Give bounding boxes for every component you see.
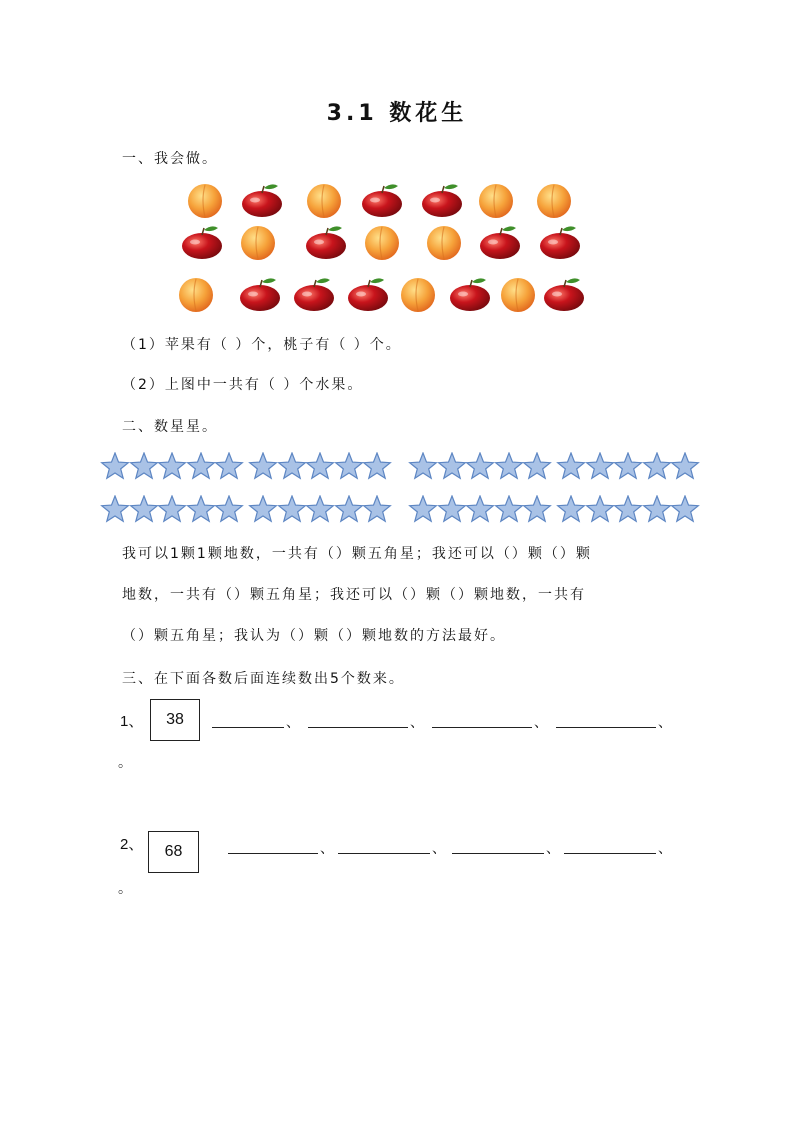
answer-blank[interactable] <box>308 727 408 728</box>
star-icon <box>556 495 586 523</box>
star-icon <box>186 452 216 480</box>
star-icon <box>186 495 216 523</box>
item-2-number: 68 <box>164 843 183 860</box>
star-icon <box>408 495 438 523</box>
star-icon <box>157 495 187 523</box>
peach-icon <box>302 180 346 220</box>
apple-icon <box>420 180 464 220</box>
star-icon <box>248 495 278 523</box>
question-1: （1）苹果有（ ）个，桃子有（ ）个。 <box>122 337 402 353</box>
peach-icon <box>236 222 280 262</box>
star-icon <box>277 495 307 523</box>
section2-heading: 二、数星星。 <box>122 419 218 435</box>
section1-heading: 一、我会做。 <box>122 151 218 167</box>
apple-icon <box>360 180 404 220</box>
fill-line-1: 我可以1颗1颗地数，一共有（）颗五角星；我还可以（）颗（）颗 <box>122 546 592 562</box>
star-icon <box>670 495 700 523</box>
apple-icon <box>292 274 336 314</box>
apple-icon <box>448 274 492 314</box>
apple-icon <box>478 222 522 262</box>
star-icon <box>129 452 159 480</box>
peach-icon <box>422 222 466 262</box>
apple-icon <box>238 274 282 314</box>
star-icon <box>522 452 552 480</box>
item-1-number: 38 <box>166 711 184 728</box>
apple-icon <box>538 222 582 262</box>
apple-icon <box>346 274 390 314</box>
separator: 、 <box>286 715 300 731</box>
star-icon <box>214 495 244 523</box>
peach-icon <box>396 274 440 314</box>
star-icon <box>334 495 364 523</box>
answer-blank[interactable] <box>338 853 430 854</box>
answer-blank[interactable] <box>432 727 532 728</box>
star-icon <box>494 452 524 480</box>
separator: 、 <box>534 715 548 731</box>
star-icon <box>305 495 335 523</box>
star-icon <box>585 495 615 523</box>
star-icon <box>613 452 643 480</box>
star-icon <box>465 452 495 480</box>
item-1-number-box <box>150 699 200 741</box>
star-icon <box>100 452 130 480</box>
fill-line-3: （）颗五角星；我认为（）颗（）颗地数的方法最好。 <box>122 628 506 644</box>
separator: 、 <box>658 715 672 731</box>
star-icon <box>613 495 643 523</box>
star-icon <box>465 495 495 523</box>
star-icon <box>437 452 467 480</box>
separator: 、 <box>320 841 334 857</box>
peach-icon <box>183 180 227 220</box>
star-icon <box>157 452 187 480</box>
star-icon <box>305 452 335 480</box>
answer-blank[interactable] <box>452 853 544 854</box>
separator: 、 <box>410 715 424 731</box>
star-icon <box>437 495 467 523</box>
answer-blank[interactable] <box>564 853 656 854</box>
star-icon <box>408 452 438 480</box>
star-icon <box>585 452 615 480</box>
star-icon <box>522 495 552 523</box>
star-icon <box>556 452 586 480</box>
peach-icon <box>474 180 518 220</box>
apple-icon <box>240 180 284 220</box>
item-2-index: 2、 <box>120 836 144 853</box>
star-icon <box>642 495 672 523</box>
page-title: 3.1 数花生 <box>326 101 468 126</box>
star-icon <box>214 452 244 480</box>
star-icon <box>642 452 672 480</box>
star-icon <box>494 495 524 523</box>
star-icon <box>670 452 700 480</box>
apple-icon <box>542 274 586 314</box>
peach-icon <box>360 222 404 262</box>
star-icon <box>362 495 392 523</box>
star-icon <box>362 452 392 480</box>
separator: 、 <box>658 841 672 857</box>
answer-blank[interactable] <box>228 853 318 854</box>
peach-icon <box>496 274 540 314</box>
apple-icon <box>180 222 224 262</box>
end-period: 。 <box>118 881 132 897</box>
item-2-number-box <box>148 831 199 873</box>
item-1-index: 1、 <box>120 713 144 730</box>
answer-blank[interactable] <box>556 727 656 728</box>
star-icon <box>129 495 159 523</box>
end-period: 。 <box>118 755 132 771</box>
star-icon <box>277 452 307 480</box>
peach-icon <box>532 180 576 220</box>
peach-icon <box>174 274 218 314</box>
apple-icon <box>304 222 348 262</box>
separator: 、 <box>432 841 446 857</box>
fill-line-2: 地数，一共有（）颗五角星；我还可以（）颗（）颗地数，一共有 <box>122 587 586 603</box>
separator: 、 <box>546 841 560 857</box>
question-2: （2）上图中一共有（ ）个水果。 <box>122 377 364 393</box>
star-icon <box>100 495 130 523</box>
section3-heading: 三、在下面各数后面连续数出5个数来。 <box>122 671 405 687</box>
star-icon <box>248 452 278 480</box>
answer-blank[interactable] <box>212 727 284 728</box>
star-icon <box>334 452 364 480</box>
